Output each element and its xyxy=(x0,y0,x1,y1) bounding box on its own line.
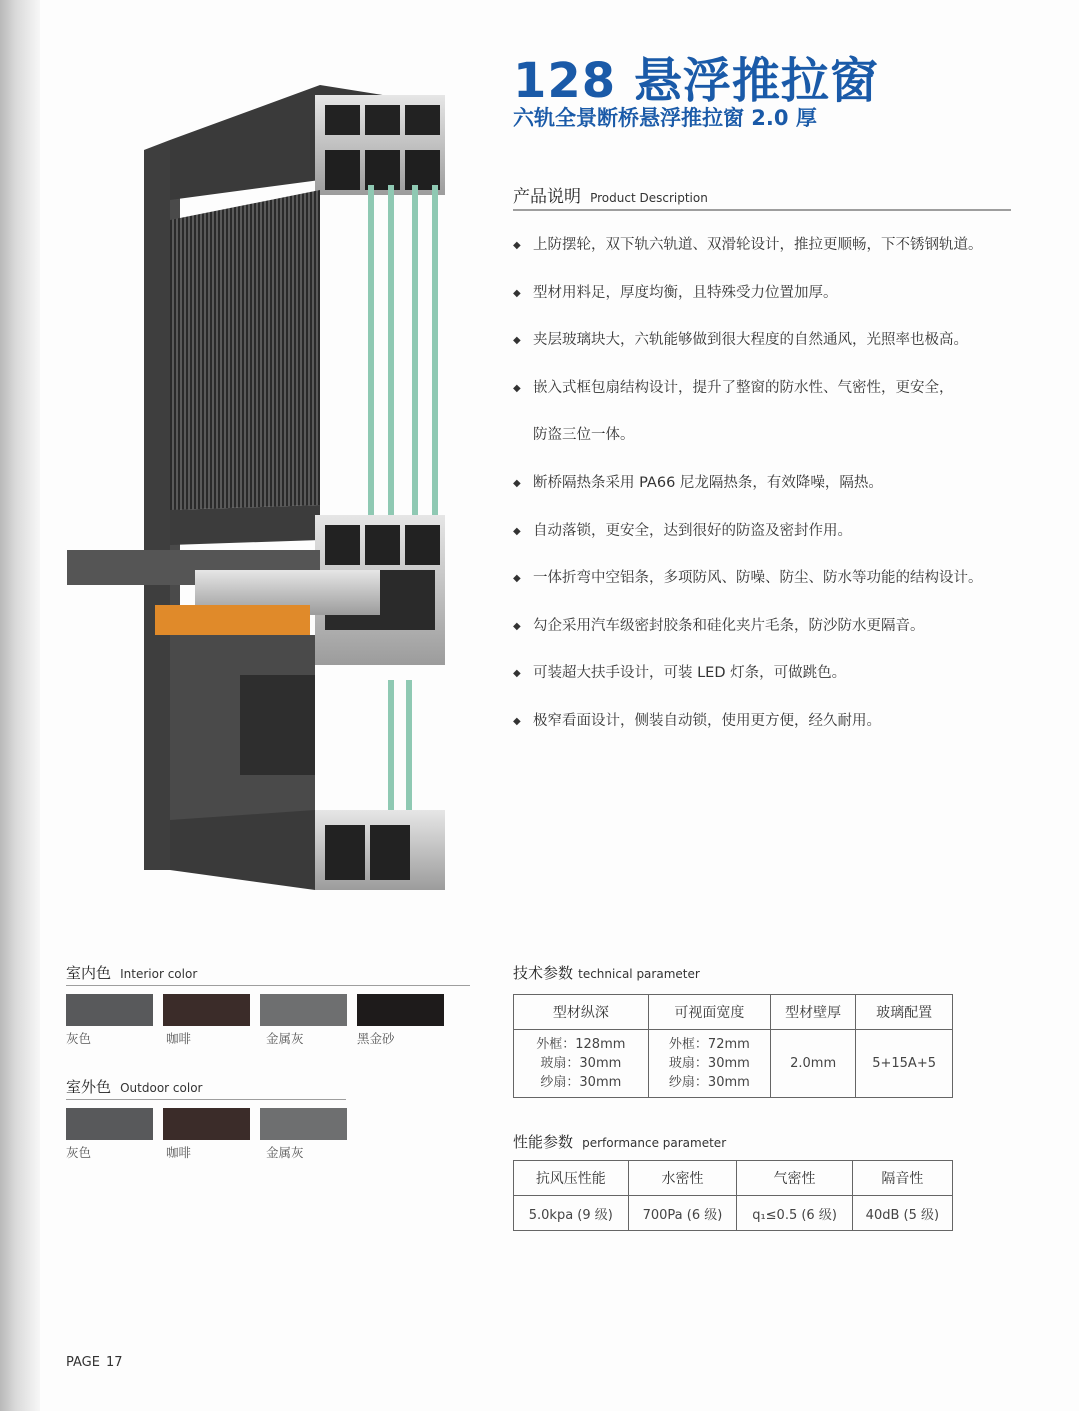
interior-color-heading-zh: 室内色 xyxy=(66,964,112,982)
description-divider xyxy=(513,209,1011,211)
table-header-cell: 型材纵深 xyxy=(514,995,649,1030)
bullet-icon: ◆ xyxy=(513,477,521,489)
page-number-value: 17 xyxy=(105,1355,123,1370)
profile-depth-cell xyxy=(514,1030,649,1098)
bullet-icon: ◆ xyxy=(513,620,521,632)
description-item: ◆ 嵌入式框包扇结构设计，提升了整窗的防水性、气密性，更安全， xyxy=(513,365,1033,413)
table-row xyxy=(514,1030,953,1098)
table-header-cell: 型材壁厚 xyxy=(771,995,856,1030)
interior-swatch-black-gold[interactable] xyxy=(357,994,444,1026)
interior-swatch-label: 咖啡 xyxy=(166,1031,192,1046)
bullet-icon: ◆ xyxy=(513,287,521,299)
bullet-icon: ◆ xyxy=(513,715,521,727)
bullet-icon: ◆ xyxy=(513,240,521,251)
table-header-cell: 隔音性 xyxy=(852,1161,952,1196)
cell-line: 外框：128mm xyxy=(536,1037,626,1052)
air-tightness-cell: q₁≤0.5 (6 级) xyxy=(737,1196,852,1231)
description-item: ◆ 上防摆轮，双下轨六轨道、双滑轮设计，推拉更顺畅，下不锈钢轨道。 xyxy=(513,222,1033,270)
description-item: ◆ 极窄看面设计，侧装自动锁，使用更方便，经久耐用。 xyxy=(513,698,1033,746)
interior-color-divider xyxy=(66,985,470,986)
technical-heading-zh: 技术参数 xyxy=(513,964,574,982)
technical-parameter-table xyxy=(513,994,953,1098)
interior-color-heading xyxy=(66,962,197,983)
window-profile-illustration xyxy=(60,80,460,900)
outdoor-swatch-label: 灰色 xyxy=(66,1145,92,1160)
description-item: ◆ 自动落锁，更安全，达到很好的防盗及密封作用。 xyxy=(513,508,1033,556)
page-label: PAGE xyxy=(66,1355,100,1370)
bullet-icon: ◆ xyxy=(513,525,521,537)
page-number xyxy=(66,1355,123,1370)
glass-config-cell: 5+15A+5 xyxy=(856,1030,953,1098)
bullet-icon: ◆ xyxy=(513,668,521,680)
technical-heading xyxy=(513,962,700,983)
outdoor-swatch-gray[interactable] xyxy=(66,1108,153,1140)
outdoor-swatch-label: 咖啡 xyxy=(166,1145,192,1160)
sound-insulation-cell: 40dB (5 级) xyxy=(852,1196,952,1231)
description-heading xyxy=(513,182,708,207)
outdoor-color-divider xyxy=(66,1099,346,1100)
description-item-continuation: 防盗三位一体。 xyxy=(533,427,635,444)
technical-heading-en: technical parameter xyxy=(578,967,700,981)
description-heading-en: Product Description xyxy=(590,191,708,205)
interior-swatch-label: 灰色 xyxy=(66,1031,92,1046)
table-header-row xyxy=(514,1161,953,1196)
interior-swatch-label: 金属灰 xyxy=(266,1031,304,1046)
outdoor-color-heading-zh: 室外色 xyxy=(66,1078,112,1096)
water-tightness-cell: 700Pa (6 级) xyxy=(628,1196,737,1231)
description-item: ◆ 断桥隔热条采用 PA66 尼龙隔热条，有效降噪，隔热。 xyxy=(513,460,1033,508)
page-title: 128 悬浮推拉窗 xyxy=(513,53,879,109)
wind-pressure-cell: 5.0kpa (9 级) xyxy=(514,1196,629,1231)
table-header-cell: 抗风压性能 xyxy=(514,1161,629,1196)
description-item: ◆ 一体折弯中空铝条，多项防风、防噪、防尘、防水等功能的结构设计。 xyxy=(513,555,1033,603)
table-header-cell: 气密性 xyxy=(737,1161,852,1196)
table-header-row xyxy=(514,995,953,1030)
visible-width-cell xyxy=(648,1030,770,1098)
outdoor-swatch-label: 金属灰 xyxy=(266,1145,304,1160)
interior-swatch-coffee[interactable] xyxy=(163,994,250,1026)
performance-heading-en: performance parameter xyxy=(582,1136,727,1150)
table-header-cell: 水密性 xyxy=(628,1161,737,1196)
outdoor-color-heading xyxy=(66,1076,202,1097)
cell-line: 外框：72mm xyxy=(668,1037,750,1052)
outdoor-swatch-coffee[interactable] xyxy=(163,1108,250,1140)
interior-swatch-label: 黑金砂 xyxy=(357,1031,395,1046)
wall-thickness-cell: 2.0mm xyxy=(771,1030,856,1098)
description-item: ◆ 型材用料足，厚度均衡，且特殊受力位置加厚。 xyxy=(513,270,1033,318)
cell-line: 纱扇：30mm xyxy=(540,1075,622,1090)
description-list xyxy=(513,222,1033,746)
outdoor-color-heading-en: Outdoor color xyxy=(120,1081,203,1095)
table-row xyxy=(514,1196,953,1231)
performance-heading xyxy=(513,1131,726,1152)
interior-color-heading-en: Interior color xyxy=(120,967,198,981)
bullet-icon: ◆ xyxy=(513,573,521,585)
interior-swatch-gray[interactable] xyxy=(66,994,153,1026)
cell-line: 玻扇：30mm xyxy=(668,1056,750,1071)
bullet-icon: ◆ xyxy=(513,335,521,347)
performance-parameter-table xyxy=(513,1160,953,1231)
table-header-cell: 可视面宽度 xyxy=(648,995,770,1030)
performance-heading-zh: 性能参数 xyxy=(513,1133,574,1151)
description-item: ◆ 夹层玻璃块大，六轨能够做到很大程度的自然通风，光照率也极高。 xyxy=(513,317,1033,365)
outdoor-swatch-metal-gray[interactable] xyxy=(260,1108,347,1140)
bullet-icon: ◆ xyxy=(513,382,521,394)
cell-line: 玻扇：30mm xyxy=(540,1056,622,1071)
page-edge-shadow xyxy=(0,0,40,1411)
interior-swatch-metal-gray[interactable] xyxy=(260,994,347,1026)
description-item: ◆ 勾企采用汽车级密封胶条和硅化夹片毛条，防沙防水更隔音。 xyxy=(513,603,1033,651)
table-header-cell: 玻璃配置 xyxy=(856,995,953,1030)
cell-line: 纱扇：30mm xyxy=(668,1075,750,1090)
page-subtitle: 六轨全景断桥悬浮推拉窗 2.0 厚 xyxy=(513,106,817,130)
description-heading-zh: 产品说明 xyxy=(513,187,581,207)
description-item: ◆ 可装超大扶手设计，可装 LED 灯条，可做跳色。 xyxy=(513,650,1033,698)
